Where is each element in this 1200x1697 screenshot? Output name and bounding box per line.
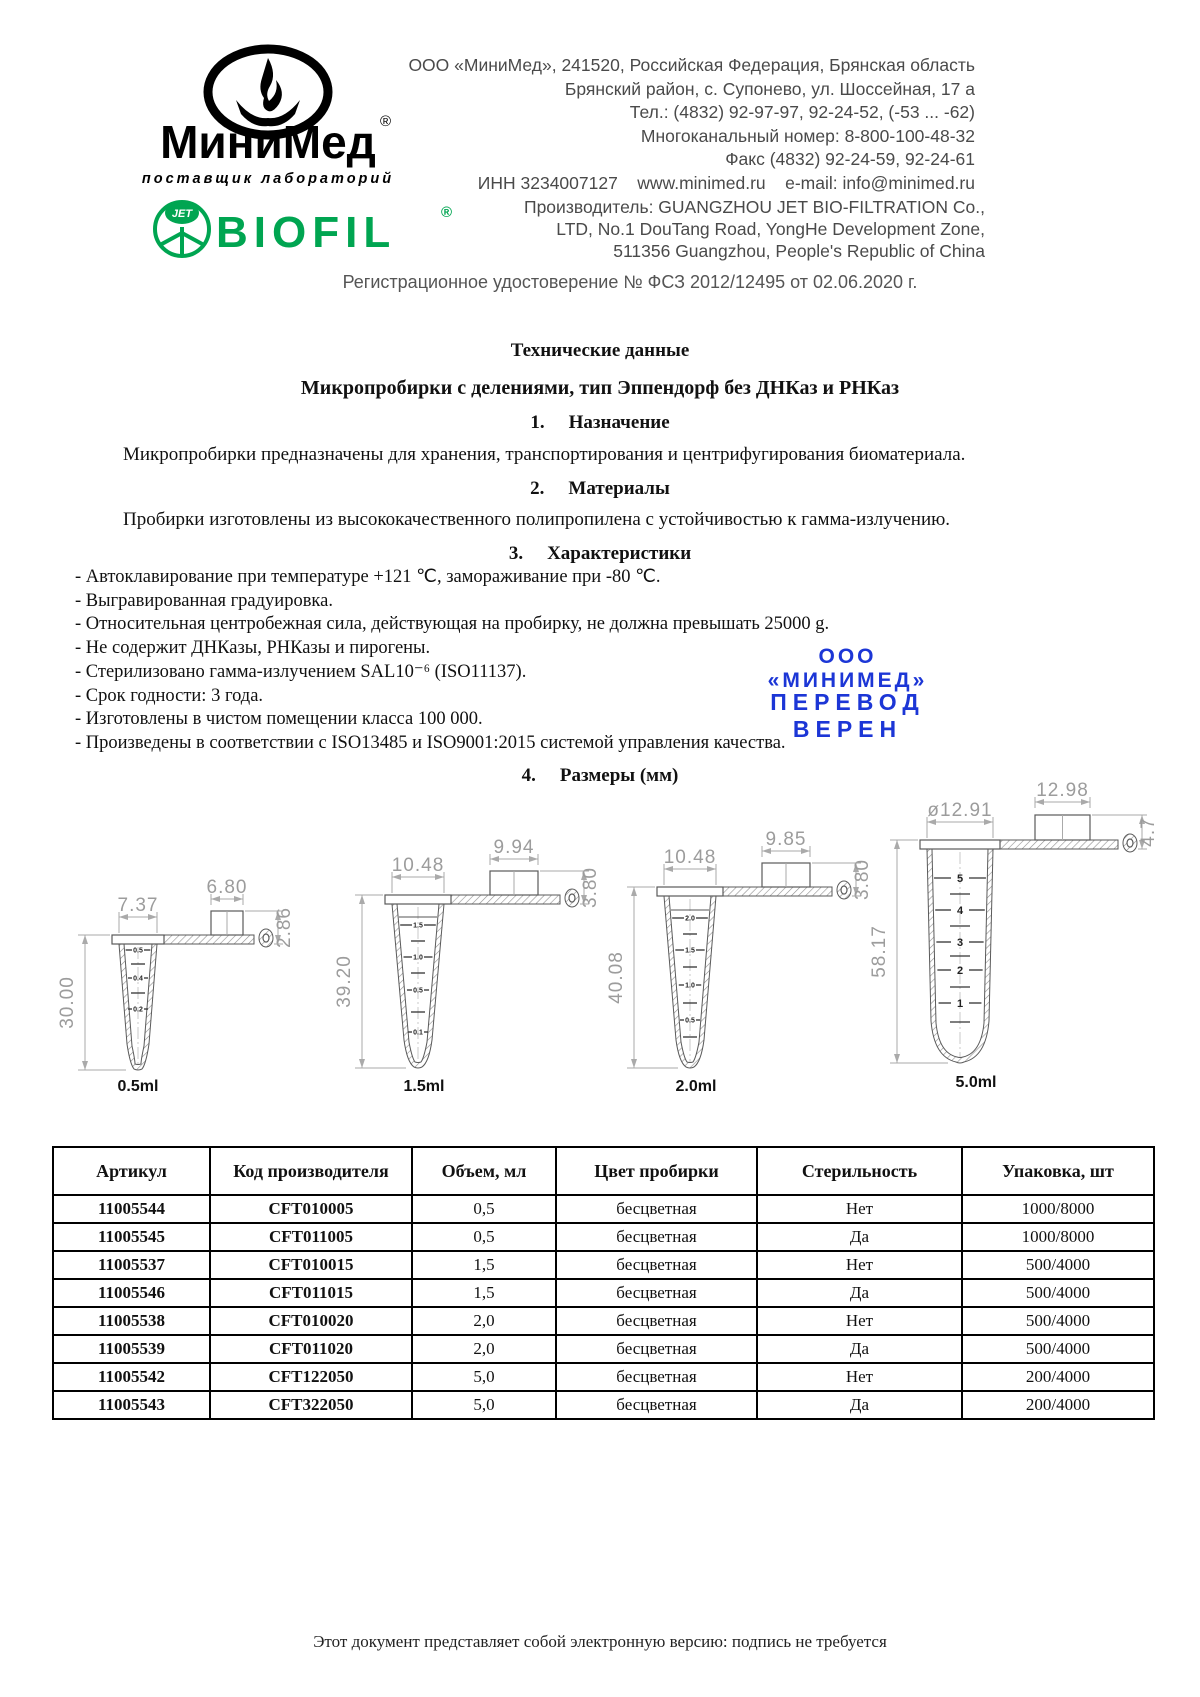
table-cell: 2,0 [412,1307,556,1335]
manufacturer-line: 511356 Guangzhou, People's Republic of China [613,241,985,261]
table-cell: бесцветная [556,1195,757,1223]
table-cell: 500/4000 [962,1307,1154,1335]
stamp-company: ООО «МИНИМЕД» [767,645,928,692]
tube-drawing-2 [606,829,873,1095]
contact-line: Тел.: (4832) 92-97-97, 92-24-52, (-53 ... -62) [629,102,975,122]
graduation-label: 0.1 [413,1029,423,1037]
contact-line-inn: ИНН 3234007127 www.minimed.ru e-mail: info@minimed.ru [477,172,975,193]
table-cell: 11005539 [53,1335,210,1363]
graduation-label: 1.0 [413,954,423,962]
section-number: 2. [530,478,545,499]
table-cell: 1000/8000 [962,1195,1154,1223]
minimed-flame-icon [260,58,281,111]
table-cell: 500/4000 [962,1279,1154,1307]
contact-line: Факс (4832) 92-24-59, 92-24-61 [725,149,975,169]
company-contact-block [408,54,975,195]
section-title: Назначение [568,412,670,433]
dimension-label: 4.7 [1138,817,1159,847]
graduation-label: 1 [956,998,964,1010]
graduation-label: 4 [956,905,964,917]
graduation-label: 0.5 [685,1017,695,1025]
section-number: 1. [530,412,545,433]
table-cell: бесцветная [556,1335,757,1363]
section-title: Размеры (мм) [559,765,679,786]
tube-volume-label: 2.0ml [675,1078,717,1095]
characteristic-item: - Срок годности: 3 года. [75,685,264,706]
dimension-label: 40.08 [606,951,627,1004]
table-cell: CFT011020 [210,1335,412,1363]
table-header-cell: Упаковка, шт [962,1147,1154,1195]
table-cell: 500/4000 [962,1251,1154,1279]
minimed-brand-text: МиниМед [160,116,376,168]
table-cell: Да [757,1223,962,1251]
section-body-purpose: Микропробирки предназначены для хранения, транспортирования и центрифугирования биоматериала. [123,444,966,465]
minimed-logo [140,42,440,192]
table-cell: 0,5 [412,1223,556,1251]
table-cell: 1,5 [412,1279,556,1307]
table-row [53,1307,1154,1335]
tube-drawing-1 [334,837,601,1095]
dimension-label: 10.48 [391,855,445,876]
table-cell: CFT010015 [210,1251,412,1279]
table-cell: 500/4000 [962,1335,1154,1363]
section-heading-materials [0,478,1200,500]
dimension-label: 9.94 [493,837,535,858]
table-cell: 11005537 [53,1251,210,1279]
manufacturer-line: Производитель: GUANGZHOU JET BIO-FILTRATION Co., [524,197,985,217]
dimension-label: 9.85 [765,829,807,850]
table-cell: 11005545 [53,1223,210,1251]
graduation-label: 1.5 [685,947,695,955]
biofil-logo [148,193,478,265]
minimed-tagline: поставщик лабораторий [141,171,395,187]
table-cell: бесцветная [556,1223,757,1251]
table-cell: CFT010005 [210,1195,412,1223]
dimension-label: 30.00 [57,976,78,1029]
tube-drawing-0 [57,877,295,1095]
characteristic-item: - Автоклавирование при температуре +121 ℃, замораживание при -80 ℃. [75,567,661,587]
graduation-label: 3 [956,937,964,949]
table-cell: бесцветная [556,1391,757,1419]
section-title: Материалы [568,478,670,499]
table-cell: CFT010020 [210,1307,412,1335]
graduation-label: 1.5 [413,922,423,930]
dimension-label: 58.17 [869,925,890,978]
table-cell: CFT322050 [210,1391,412,1419]
graduation-label: 0.2 [133,1006,143,1014]
table-cell: 11005546 [53,1279,210,1307]
table-cell: Нет [757,1307,962,1335]
contact-line: ООО «МиниМед», 241520, Российская Федерация, Брянская область [408,55,975,75]
section-number: 4. [521,765,536,786]
table-row [53,1223,1154,1251]
table-row [53,1279,1154,1307]
table-cell: Да [757,1279,962,1307]
graduation-label: 0.5 [413,987,423,995]
section-heading-purpose [0,412,1200,434]
table-cell: 0,5 [412,1195,556,1223]
dimension-label: 12.98 [1036,780,1089,801]
dimension-label: 39.20 [334,955,355,1008]
dimension-label: 3.80 [852,859,873,900]
dimension-label: 3.80 [580,867,601,908]
table-cell: бесцветная [556,1279,757,1307]
table-header-cell: Объем, мл [412,1147,556,1195]
table-cell: Да [757,1391,962,1419]
tube-volume-label: 5.0ml [955,1074,997,1091]
table-cell: 200/4000 [962,1363,1154,1391]
table-cell: 1,5 [412,1251,556,1279]
registered-mark-icon: ® [441,204,453,221]
table-row [53,1363,1154,1391]
table-row [53,1195,1154,1223]
table-cell: бесцветная [556,1307,757,1335]
graduation-label: 2 [956,965,964,977]
graduation-label: 2.0 [685,915,695,923]
table-header-row [53,1147,1154,1195]
document-title: Технические данные [510,340,690,361]
table-cell: Нет [757,1251,962,1279]
table-cell: Нет [757,1195,962,1223]
tube-drawing-3 [869,780,1159,1091]
dimension-label: 2.86 [274,907,295,948]
section-heading-characteristics [0,543,1200,565]
footer-note: Этот документ представляет собой электронную версию: подпись не требуется [313,1632,887,1651]
table-cell: 2,0 [412,1335,556,1363]
table-row [53,1391,1154,1419]
table-head [53,1147,1154,1195]
table-cell: бесцветная [556,1363,757,1391]
registration-certificate-line: Регистрационное удостоверение № ФСЗ 2012/12495 от 02.06.2020 г. [342,272,918,292]
section-title: Характеристики [547,543,692,564]
characteristic-item: - Относительная центробежная сила, действующая на пробирку, не должна превышать 25000 g. [75,614,830,635]
jet-text: JET [171,208,193,220]
table-cell: Да [757,1335,962,1363]
table-cell: 11005542 [53,1363,210,1391]
table-cell: 5,0 [412,1363,556,1391]
section-body-materials: Пробирки изготовлены из высококачественного полипропилена с устойчивостью к гамма-излучению. [123,509,951,530]
tube-volume-label: 1.5ml [403,1078,445,1095]
manufacturer-line: LTD, No.1 DouTang Road, YongHe Development Zone, [556,219,985,239]
stamp-translation-verified: ПЕРЕВОД ВЕРЕН [770,689,925,742]
tube-dimension-drawings [0,725,1200,1103]
table-cell: 200/4000 [962,1391,1154,1419]
table-cell: CFT122050 [210,1363,412,1391]
table-cell: 1000/8000 [962,1223,1154,1251]
table-header-cell: Артикул [53,1147,210,1195]
biofil-brand-text: BIOFIL [216,208,397,257]
document-subtitle: Микропробирки с делениями, тип Эппендорф без ДНКаз и РНКаз [300,377,900,399]
characteristic-item: - Не содержит ДНКазы, РНКазы и пирогены. [75,638,431,659]
table-row [53,1335,1154,1363]
table-cell: Нет [757,1363,962,1391]
registered-mark-icon: ® [380,113,392,130]
graduation-label: 5 [956,873,964,885]
characteristic-item: - Произведены в соответствии с ISO13485 и ISO9001:2015 системой управления качества. [75,732,786,753]
characteristic-item: - Выгравированная градуировка. [75,590,333,611]
contact-line: Многоканальный номер: 8-800-100-48-32 [640,125,975,146]
table-row [53,1251,1154,1279]
table-cell: CFT011015 [210,1279,412,1307]
table-cell: 11005544 [53,1195,210,1223]
table-cell: CFT011005 [210,1223,412,1251]
graduation-label: 0.5 [133,947,143,955]
contact-line: Брянский район, с. Супонево, ул. Шоссейная, 17 а [564,78,975,99]
characteristic-item: - Стерилизовано гамма-излучением SAL10⁻⁶ (ISO11137). [75,661,527,682]
table-body [53,1195,1154,1419]
characteristic-item: - Изготовлены в чистом помещении класса 100 000. [75,709,483,730]
dimension-label: 7.37 [117,895,159,916]
dimension-label: 10.48 [663,847,717,868]
graduation-label: 1.0 [685,982,695,990]
dimension-label: 6.80 [206,877,248,898]
tube-volume-label: 0.5ml [117,1078,159,1095]
table-cell: 11005543 [53,1391,210,1419]
table-cell: бесцветная [556,1251,757,1279]
table-header-cell: Код производителя [210,1147,412,1195]
table-cell: 5,0 [412,1391,556,1419]
dimension-label: ø12.91 [927,800,993,821]
graduation-label: 0.4 [133,975,143,983]
manufacturer-block [524,196,985,262]
table-cell: 11005538 [53,1307,210,1335]
table-header-cell: Стерильность [757,1147,962,1195]
spec-table [52,1146,1155,1420]
table-header-cell: Цвет пробирки [556,1147,757,1195]
section-number: 3. [508,543,524,564]
